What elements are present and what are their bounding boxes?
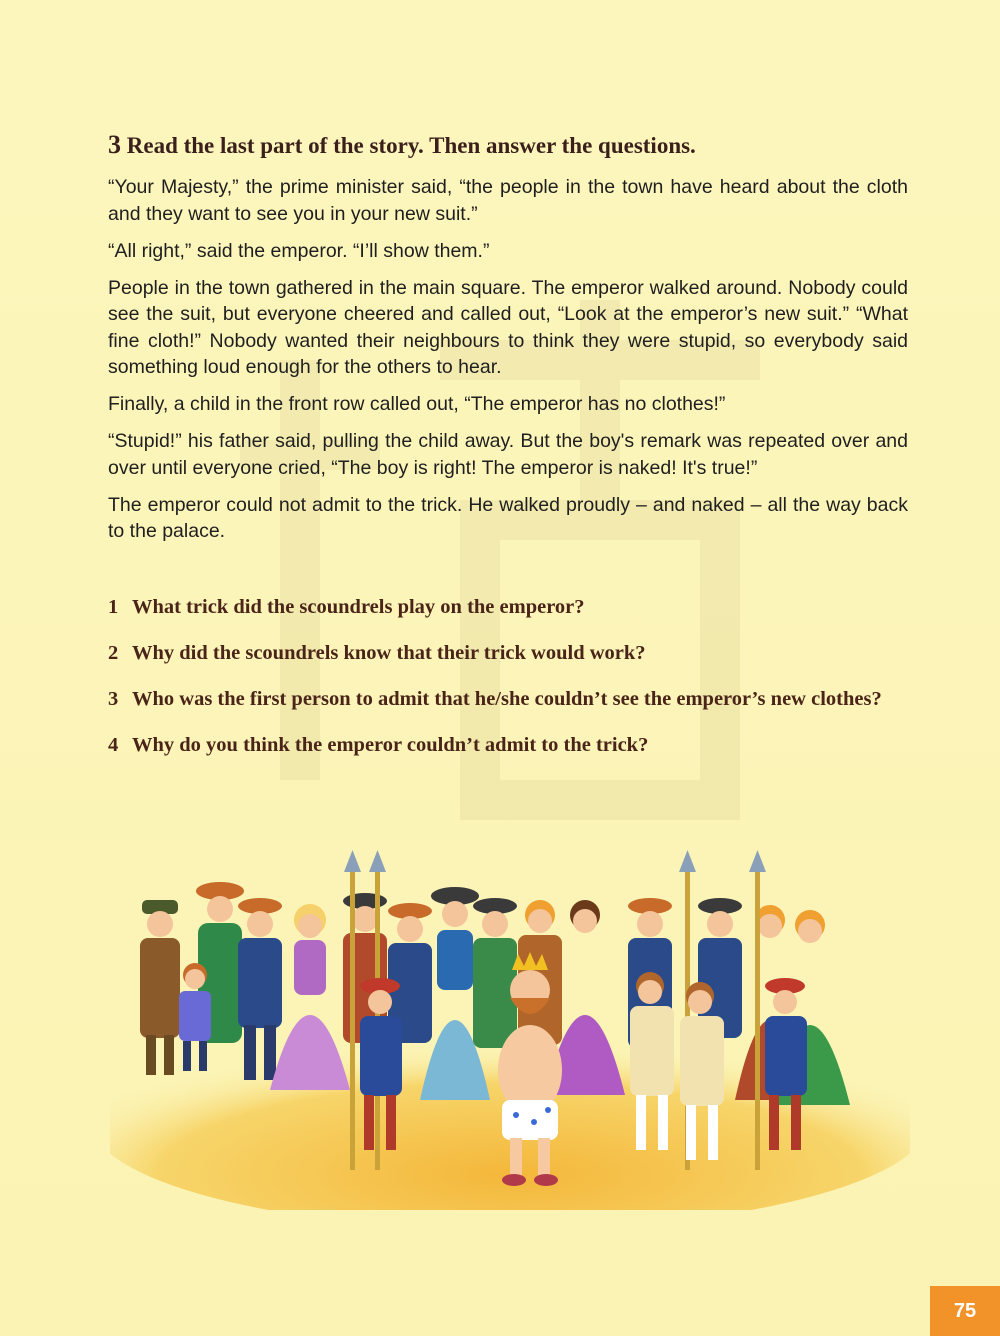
story-paragraph: The emperor could not admit to the trick. He walked proudly – and naked – all the way back to the palace. [108, 493, 908, 542]
story-paragraph: People in the town gathered in the main square. The emperor walked around. Nobody could see the suit, but everyone cheered and called out, “Look at the emperor’s new suit.” “What fine cloth!” Nobody wanted their neighbours to think they were stupid, so everybody said something loud enough for the others to hear. [108, 276, 908, 378]
story-paragraph: Finally, a child in the front row called out, “The emperor has no clothes!” [108, 393, 726, 415]
question-text: Why did the scoundrels know that their trick would work? [132, 642, 646, 664]
question-text: Why do you think the emperor couldn’t admit to the trick? [132, 734, 649, 756]
page-number: 75 [930, 1286, 1000, 1336]
question-number: 1 [108, 596, 119, 618]
story-paragraph: “Stupid!” his father said, pulling the child away. But the boy's remark was repeated over and over until everyone cried, “The boy is right! The emperor is naked! It's true!” [108, 430, 908, 479]
question-item [108, 594, 908, 621]
question-list [108, 594, 908, 778]
story-paragraph: “All right,” said the emperor. “I’ll show them.” [108, 239, 490, 262]
exercise-heading [108, 130, 908, 160]
question-number: 3 [108, 688, 119, 710]
emperor-parade-illustration [110, 830, 910, 1210]
question-text: What trick did the scoundrels play on the emperor? [132, 596, 585, 618]
question-number: 2 [108, 642, 119, 664]
question-item [108, 732, 908, 759]
exercise-instruction: Read the last part of the story. Then answer the questions. [126, 133, 696, 158]
story-paragraph: “Your Majesty,” the prime minister said, “the people in the town have heard about the cloth and they want to see you in your new suit.” [108, 176, 908, 225]
question-number: 4 [108, 734, 119, 756]
story-text [108, 174, 908, 555]
question-text: Who was the first person to admit that he/she couldn’t see the emperor’s new clothes? [132, 688, 882, 710]
question-item [108, 640, 908, 667]
question-item [108, 686, 908, 713]
exercise-number: 3 [108, 130, 121, 159]
